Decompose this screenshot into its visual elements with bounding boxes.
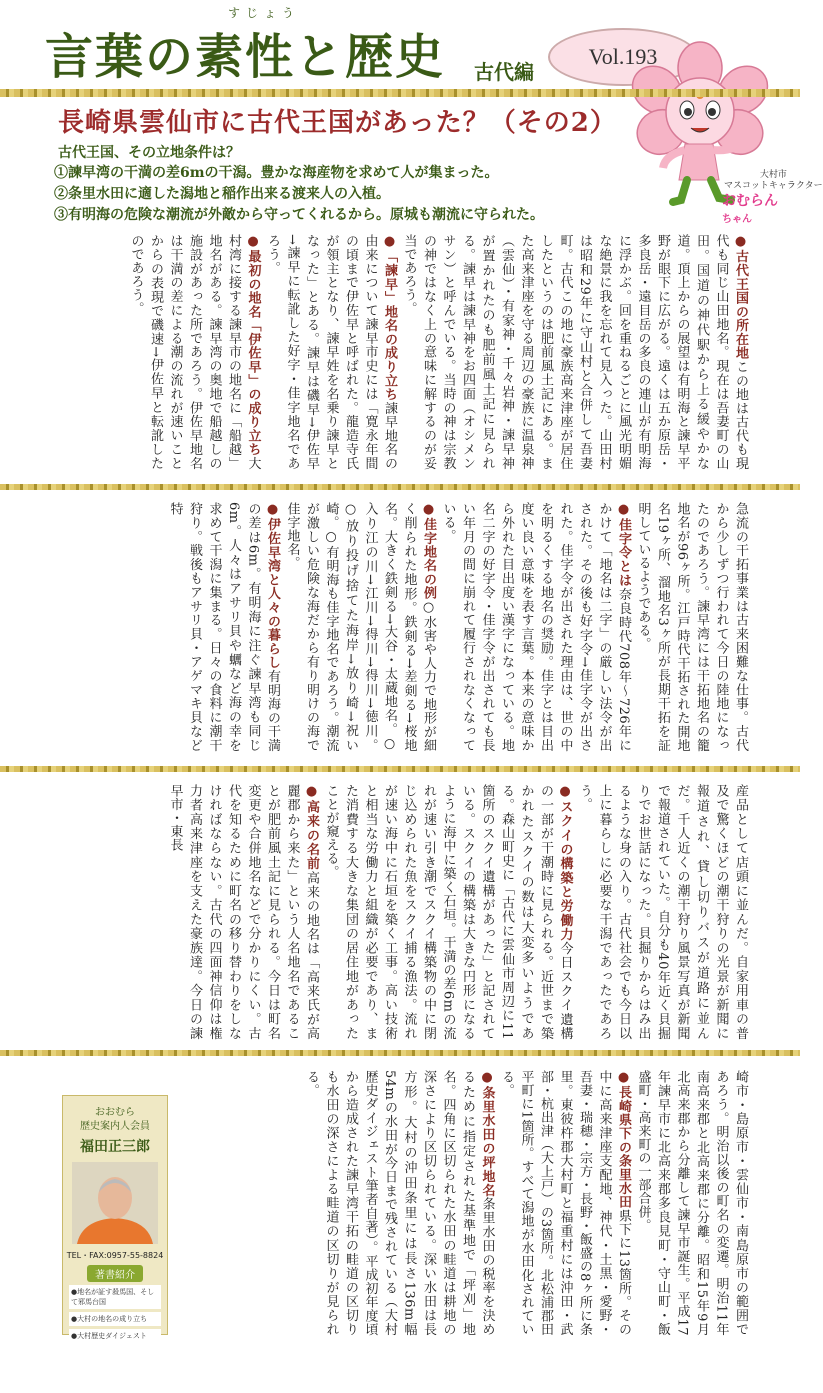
mascot-name bbox=[722, 190, 778, 226]
intro-item: ③有明海の危険な潮流が外敵から守ってくれるから。原城も潮流に守られた。 bbox=[54, 207, 544, 223]
section-body: ○水害や人力で地形が細く削られた地形。鉄剣る→差剣る→桜地名。大きく鉄剣る→大谷・太蔵地名。○入り江の川→江川→得川→得川→徳川。○放り投げ捨てた海岸→放り崎→祝い崎。○有明海も佳字地名であろう。潮流が激しい危険な海だから有り明けの海で佳字地名。 bbox=[284, 502, 436, 753]
section-body: 今日スクイ遺構の一部が干潮時に見られる。近世まで築かれたスクイの数は大変多いようである。森山町史に「古代に雲仙市周辺に11箇所のスクイ遺構があった」と記されている。スクイの構築は大きな円形になるように海中に築く石垣。干満の差6mの流れが速い引き潮でスクイ構築物の中に閉じ込められた魚をスクイ捕る漁法。流れが速い海中に石垣を築く工事。高い技術と相当な労働力と組織が必要であり、また消費する大きな集団の居住地があったことが窺える。 bbox=[323, 784, 573, 1041]
article-tier-4 bbox=[185, 1070, 750, 1336]
author-tel: TEL・FAX:0957-55-8824 bbox=[66, 1251, 164, 1260]
section-body: 有明海の干満の差は6m。有明海に注ぐ諫早湾も同じ6m。人々はアサリ貝や蠣など海の幸を求めて干潟に集まる。日々の食料に潮干狩り。戦後もアサリ貝・アゲマキ貝など特 bbox=[167, 502, 280, 753]
books-badge: 著書紹介 bbox=[87, 1265, 143, 1282]
section-body: 諫早地名の由来について諫早市史には「寛永年間の頃まで伊佐早と呼ばれた。龍造寺氏が領主となり、諫早姓を名乗り諫早となった」とある。諫早は磯早→伊佐早→諫早に転訛した好字・佳字地名であろう。 bbox=[265, 234, 397, 470]
section-heading: ●伊佐早湾と人々の暮らし bbox=[265, 502, 280, 670]
article-tier-1 bbox=[70, 234, 750, 470]
section-body: 奈良時代708年〜726年にかけて「地名は二字」の厳しい法令が出された。その後も好字令→佳字令が出された。佳字令が出された理由は、世の中を明るくする地名の奨励。佳字とは目出度い良い意味を表す言葉。本来の意味から外れた目出度い漢字になっている。地名二字の好字令・佳字令が出されても長い年月の間に崩れて履行されなくなっている。 bbox=[440, 502, 631, 752]
section-body: 大村湾に接する諫早市の地名に「船越」地名がある。諫早湾の奥地で船越しの施設があった所であろう。伊佐早地名は干満の差による潮の流れが速いことからの表現で磯速→伊佐早と転訛したのであろう。 bbox=[128, 234, 261, 470]
section-heading: ●佳字地名の例 bbox=[421, 502, 436, 600]
section-heading: ●佳字令とは bbox=[616, 502, 631, 588]
section-heading: ●条里水田の坪地名 bbox=[479, 1070, 495, 1198]
volume-label: Vol.193 bbox=[588, 44, 658, 69]
page-title: 言葉の素性と歴史 bbox=[45, 29, 446, 85]
tier-divider bbox=[0, 766, 800, 772]
intro-question: 古代王国、その立地条件は？ bbox=[58, 145, 240, 161]
section-body: 県下に13箇所。その中に高来津座支配地、神代・土黒・愛野・吾妻・瑞穂・宗方・長野・飯盛の8ヶ所に条里。東彼杵郡大村町と福重村には沖田・武部・杭出津（大上戸）の3箇所。北松浦郡田平町に1箇所。すべて潟地が水田化されている。 bbox=[499, 1070, 631, 1336]
section-heading: ●スクイの構築と労働力 bbox=[557, 784, 573, 942]
section-body: 産品として店頭に並んだ。自家用車の普及で驚くほどの潮干狩りの光景が新聞に報道され、貸し切りバスが道路に並んだ。千人近くの潮干狩り風景写真が新聞で報道されていた。自分も40年近く貝掘りでお世話になった。貝掘りからはみ出るような身の入り。古代社会でも今日以上に暮らしに必要な干潟であったであろう。 bbox=[577, 784, 748, 1040]
mascot-name-sub: ちゃん bbox=[722, 214, 752, 225]
mascot-caption: 大村市 マスコットキャラクター bbox=[724, 170, 823, 191]
author-name: 福田正三郎 bbox=[80, 1139, 150, 1155]
section-heading: ●長崎県下の条里水田 bbox=[616, 1070, 631, 1209]
header-divider bbox=[0, 89, 800, 97]
book-item: ●大村の地名の成り立ち bbox=[69, 1312, 161, 1326]
section-body: この地は古代も現代も同じ山田地名。現在は吾妻町の山田。国道の神代駅から上る緩やかな道。頂上からの展望は有明海と諫早平野が眼下に広がる。遠くは五か原岳・多良岳・遠目岳の多良の連山が有明海に浮かぶ。回を重ねるごとに風光明媚な絶景に我を忘れて見入った。山田村は昭和29年に守山村と合併して吾妻町。古代この地に豪族高来津座が居住したというのは肥前風土記にある。また高来津座を守る周辺の豪族に温泉神（雲仙）・有家神・千々岩神・諫早神が置かれたのも肥前風土記に見られる。諫早は諫早神をお四面（オシメンサン）と呼んでいる。当時の神は宗教の神ではなく上の意味に解するのが妥当であろう。 bbox=[401, 234, 748, 470]
article-subtitle: 長崎県雲仙市に古代王国があった？（その2） bbox=[58, 108, 617, 138]
article-tier-3 bbox=[70, 784, 750, 1040]
section-heading: ●「諫早」地名の成り立ち bbox=[382, 234, 397, 402]
author-photo bbox=[72, 1162, 158, 1244]
tier-divider bbox=[0, 484, 800, 490]
tier-divider bbox=[0, 1050, 800, 1056]
section-body: 高来の地名は「高来氏が高麗郡から来た」という人名地名であることが肥前風土記に見られる。今日は町名変更や合併地名などで分かりにくい。古代を知るために町名の移り替わりをしなければならない。古代の四面神信仰は権力者高来津座を支えた豪族達。今日の諫早市・東長 bbox=[167, 784, 319, 1041]
author-profile-box bbox=[62, 1095, 168, 1340]
section-heading: ●高来の名前 bbox=[304, 784, 319, 871]
author-org-line2: 歴史案内人会員 bbox=[80, 1121, 150, 1132]
author-portrait-image bbox=[72, 1162, 158, 1244]
author-org-line1: おおむら bbox=[95, 1107, 135, 1118]
mascot-name-main: おむらん bbox=[722, 193, 778, 209]
section-body: 急流の干拓事業は古来困難な仕事。古代から少しずつ行われて今日の陸地になったのであろう。諫早湾には干拓地名の籠地名が96ヶ所。江戸時代干拓された開地名19ヶ所、溜地名3ヶ所が長期干拓を証明しているようである。 bbox=[635, 502, 748, 752]
section-heading: ●古代王国の所在地 bbox=[733, 234, 748, 361]
edition-label: 古代編 bbox=[474, 60, 534, 84]
section-body: 条里水田の税率を決めるために指定された基準地で「坪刈」地名。四角に区切られた水田の畦道は耕地の深さにより区切られている。深い水田は長方形。大村の沖田条里には長さ136m幅54mの水田が今日まで残されている（大村歴史ダイジェスト筆者自著）。平成初年度頃から造成された諫早湾干拓の畦道の区切りも水田の深さによる畦道の区切りが見られる。 bbox=[304, 1070, 495, 1337]
book-item: ●地名が証す殺馬国、そして邪馬台国 bbox=[69, 1285, 161, 1309]
article-tier-2 bbox=[70, 502, 750, 752]
section-heading: ●最初の地名「伊佐早」の成り立ち bbox=[245, 234, 261, 457]
section-body: 崎市・島原市・雲仙市・南島原市の範囲であろう。明治以後の町名の変遷。明治11年南高来郡と北高来郡に分離。昭和15年9月北高来郡から分離して諫早市誕生。平成17年諫早市に北高来郡多良見町・守山町・飯盛町・高来町の一部合併。 bbox=[635, 1070, 748, 1336]
intro-item: ②条里水田に適した潟地と稲作出来る渡来人の入植。 bbox=[54, 186, 390, 202]
author-org bbox=[63, 1106, 167, 1134]
intro-item: ①諫早湾の干満の差6mの干潟。豊かな海産物を求めて人が集まった。 bbox=[54, 165, 499, 181]
book-item: ●大村歴史ダイジェスト bbox=[69, 1329, 161, 1343]
title-ruby: すじょう bbox=[228, 6, 301, 20]
